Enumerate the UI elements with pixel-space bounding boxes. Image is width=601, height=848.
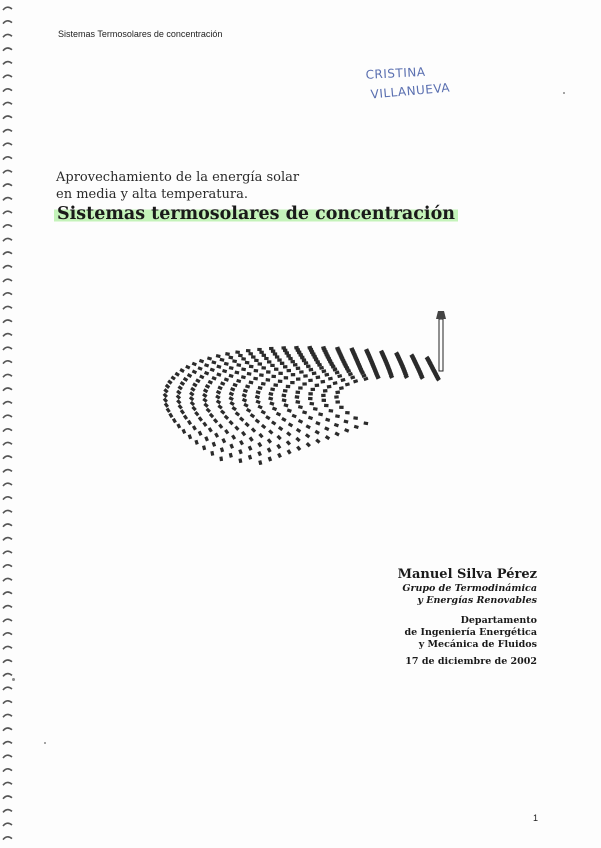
handwritten-note-line2: VILLANUEVA: [370, 80, 451, 102]
title-line-2: en media y alta temperatura.: [56, 187, 248, 202]
main-title-highlighted: Sistemas termosolares de concentración: [54, 204, 458, 224]
handwritten-note-line1: CRISTINA: [365, 64, 426, 82]
department-line-2: de Ingeniería Energética: [404, 627, 537, 638]
author-block: [398, 566, 537, 651]
handwritten-note: [365, 60, 477, 102]
scan-speck: [12, 678, 15, 681]
scan-speck: [563, 92, 565, 94]
department-line-3: y Mecánica de Fluidos: [418, 639, 537, 650]
group-line-2: y Energías Renovables: [417, 595, 537, 606]
page-number: 1: [533, 813, 539, 823]
title-line-1: Aprovechamiento de la energía solar: [56, 170, 300, 185]
department-line-1: Departamento: [460, 615, 537, 626]
date: 17 de diciembre de 2002: [405, 656, 537, 667]
spiral-binding-holes: [0, 0, 16, 848]
running-header: Sistemas Termosolares de concentración: [58, 29, 223, 39]
scan-speck: [44, 742, 46, 744]
group-line-1: Grupo de Termodinámica: [402, 583, 537, 594]
heliostat-field-illustration: [160, 305, 460, 465]
author-name: Manuel Silva Pérez: [397, 567, 537, 582]
